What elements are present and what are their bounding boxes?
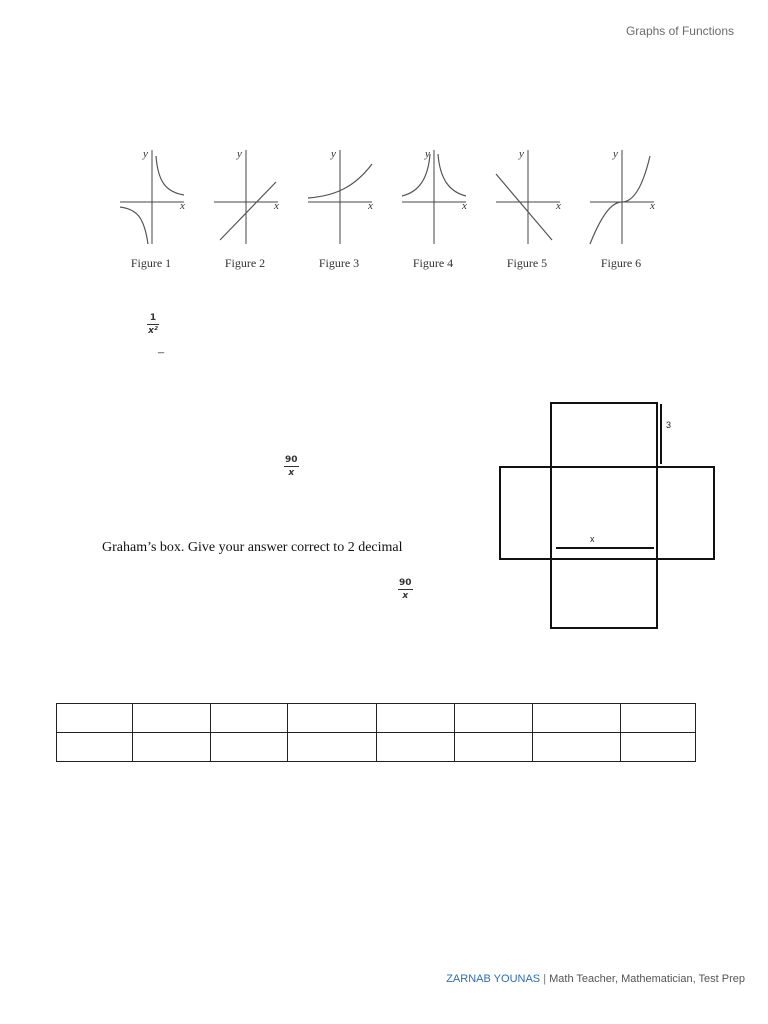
table-cell[interactable] — [621, 733, 696, 762]
function-figures — [112, 140, 672, 280]
figure-1-x-label: x — [180, 200, 185, 212]
table-cell[interactable] — [57, 704, 133, 733]
figure-4-graph — [394, 140, 488, 252]
figure-1-graph — [112, 140, 206, 252]
figure-1-caption: Figure 1 — [130, 256, 172, 270]
figure-3 — [300, 140, 394, 280]
table-row — [57, 733, 696, 762]
figure-2-caption: Figure 2 — [224, 256, 266, 270]
figure-3-graph — [300, 140, 394, 252]
table-cell[interactable] — [211, 704, 288, 733]
table-row — [57, 704, 696, 733]
table-cell[interactable] — [288, 704, 377, 733]
figure-5-x-label: x — [556, 200, 561, 212]
figure-4 — [394, 140, 488, 280]
figure-4-y-label: y — [425, 148, 430, 160]
figure-3-y-label: y — [331, 148, 336, 160]
table-cell[interactable] — [377, 733, 455, 762]
box-net-diagram — [496, 400, 720, 637]
footer-author: ZARNAB YOUNAS — [446, 973, 541, 985]
figure-5-y-label: y — [519, 148, 524, 160]
question-text: Graham’s box. Give your answer correct to 2 decimal — [102, 540, 403, 555]
table-cell[interactable] — [533, 733, 621, 762]
figure-2-y-label: y — [237, 148, 242, 160]
figure-6-y-label: y — [613, 148, 618, 160]
table-cell[interactable] — [288, 733, 377, 762]
figure-2-x-label: x — [274, 200, 279, 212]
table-cell[interactable] — [133, 704, 211, 733]
table-cell[interactable] — [57, 733, 133, 762]
figure-2-graph — [206, 140, 300, 252]
table-cell[interactable] — [133, 733, 211, 762]
fraction-ninety-over-x-2 — [398, 579, 413, 601]
figure-6 — [582, 140, 676, 280]
fraction-numerator: 90 — [285, 455, 298, 465]
fraction-denominator: x — [402, 591, 409, 601]
fraction-one-over-x-squared — [147, 314, 159, 336]
figure-5-graph — [488, 140, 582, 252]
fraction-denominator: x — [288, 468, 295, 478]
fraction-numerator: 90 — [399, 578, 412, 588]
figure-6-x-label: x — [650, 200, 655, 212]
figure-4-x-label: x — [462, 200, 467, 212]
table-cell[interactable] — [377, 704, 455, 733]
figure-6-graph — [582, 140, 676, 252]
figure-1-y-label: y — [143, 148, 148, 160]
figure-3-x-label: x — [368, 200, 373, 212]
fraction-denominator: x² — [148, 326, 158, 336]
figure-3-caption: Figure 3 — [318, 256, 360, 270]
figure-5 — [488, 140, 582, 280]
value-table — [56, 703, 696, 762]
footer-role: Math Teacher, Mathematician, Test Prep — [549, 973, 745, 985]
fraction-ninety-over-x — [284, 456, 299, 478]
table-cell[interactable] — [621, 704, 696, 733]
figure-4-caption: Figure 4 — [412, 256, 454, 270]
table-cell[interactable] — [455, 704, 533, 733]
footer-separator: | — [543, 973, 547, 985]
net-side-label: 3 — [666, 420, 672, 430]
figure-5-caption: Figure 5 — [506, 256, 548, 270]
table-cell[interactable] — [455, 733, 533, 762]
figure-1 — [112, 140, 206, 280]
figure-6-caption: Figure 6 — [600, 256, 642, 270]
box-net-svg — [496, 400, 720, 632]
table-cell[interactable] — [211, 733, 288, 762]
answer-blank: _ — [158, 342, 165, 354]
net-base-label: x — [590, 534, 595, 544]
figure-2 — [206, 140, 300, 280]
table-cell[interactable] — [533, 704, 621, 733]
fraction-numerator: 1 — [149, 313, 157, 323]
footer — [446, 973, 745, 985]
header-title: Graphs of Functions — [625, 24, 734, 38]
